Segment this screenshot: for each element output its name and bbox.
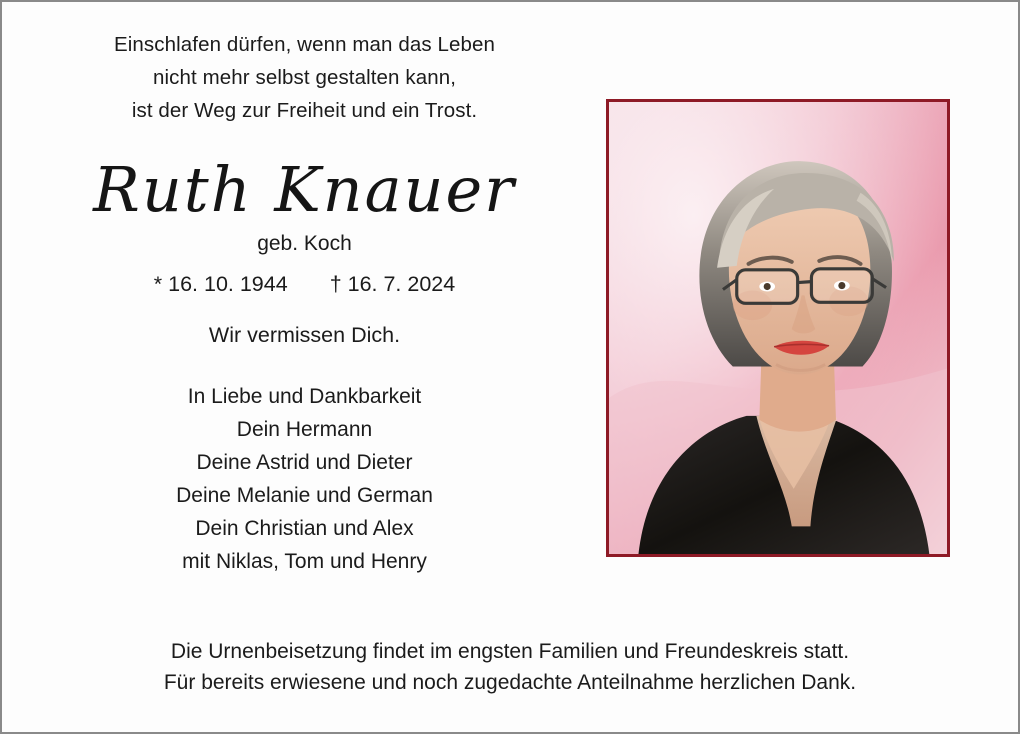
birth-date: * 16. 10. 1944 [153,272,288,297]
obituary-text-column [32,28,577,578]
family-member: mit Niklas, Tom und Henry [182,550,427,574]
footer-line-2: Für bereits erwiesene und noch zugedachte Anteilnahme herzlichen Dank. [163,671,857,694]
footer-line-1: Die Urnenbeisetzung findet im engsten Familien und Freundeskreis statt. [170,640,850,663]
maiden-name: geb. Koch [257,232,352,256]
portrait-photo-of-deceased [609,102,947,554]
verse-line-2: nicht mehr selbst gestalten kann, [153,66,456,89]
verse-line-1: Einschlafen dürfen, wenn man das Leben [113,33,496,56]
farewell-text: Wir vermissen Dich. [208,323,401,348]
family-member: Deine Astrid und Dieter [196,451,413,475]
verse-line-3: ist der Weg zur Freiheit und ein Trost. [131,99,478,122]
life-dates [32,272,577,297]
family-intro: In Liebe und Dankbarkeit [187,385,422,409]
deceased-name: Ruth Knauer [93,153,516,226]
family-block [32,380,577,578]
family-member: Deine Melanie und German [176,484,433,508]
obituary-inner [2,2,1018,732]
verse-block [32,28,577,127]
family-member: Dein Hermann [236,418,373,442]
death-date: † 16. 7. 2024 [329,272,456,297]
family-member: Dein Christian und Alex [195,517,414,541]
portrait-photo-frame [606,99,950,557]
footer-note [2,636,1018,698]
